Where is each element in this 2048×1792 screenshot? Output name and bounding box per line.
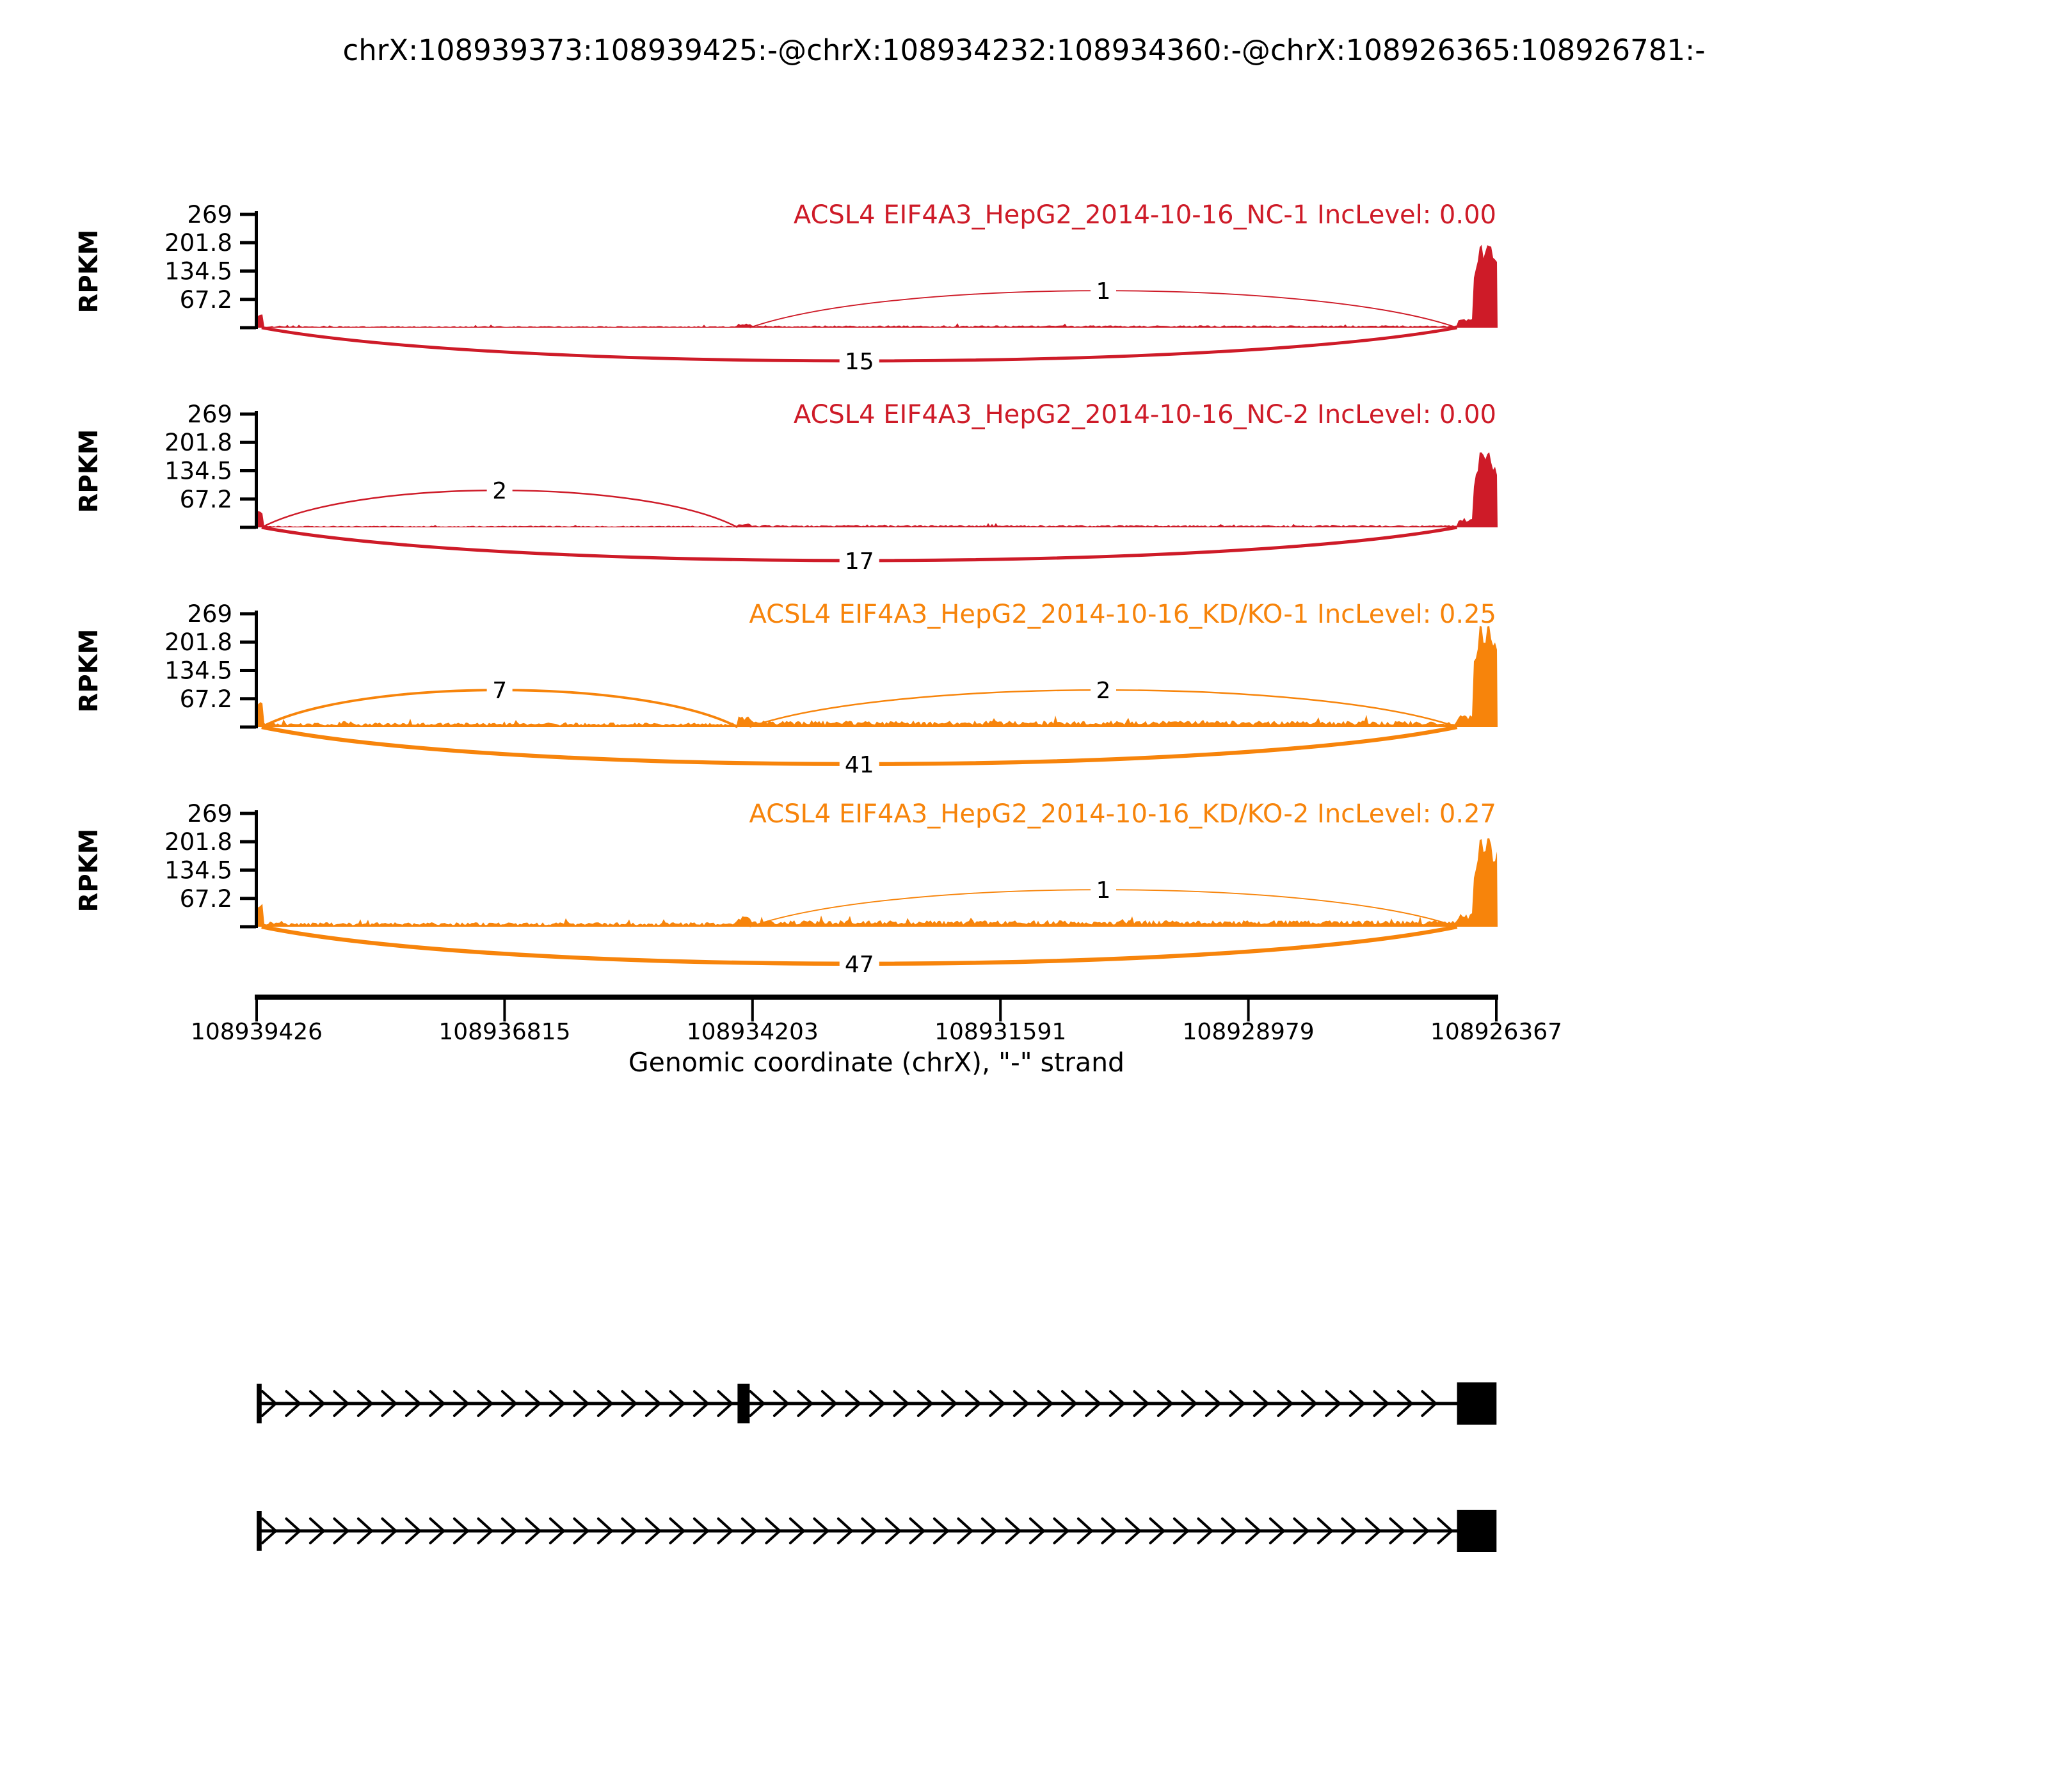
track-title: ACSL4 EIF4A3_HepG2_2014-10-16_KD/KO-2 IncLevel: 0.27 — [749, 799, 1496, 829]
y-tick — [240, 413, 256, 416]
sashimi-track-NC-1 — [74, 200, 1498, 375]
page-title: chrX:108939373:108939425:-@chrX:108934232:108934360:-@chrX:108926365:108926781:- — [342, 33, 1706, 67]
junction-count-label: 17 — [844, 548, 874, 575]
y-axis-title-rpkm: RPKM — [74, 628, 104, 713]
y-axis — [74, 401, 258, 529]
sashimi-track-NC-2 — [74, 400, 1498, 575]
x-tick-label: 108936815 — [438, 1019, 571, 1045]
y-tick — [240, 298, 256, 301]
transcript-1 — [257, 1382, 1496, 1425]
y-axis-title-rpkm: RPKM — [74, 828, 104, 913]
y-tick — [240, 925, 256, 929]
coverage-area — [257, 626, 1498, 727]
junction-count-label: 1 — [1096, 278, 1111, 305]
y-tick — [240, 326, 256, 330]
x-tick-label: 108928979 — [1182, 1019, 1315, 1045]
y-tick — [240, 526, 256, 529]
track-title: ACSL4 EIF4A3_HepG2_2014-10-16_NC-1 IncLevel: 0.00 — [793, 200, 1496, 230]
y-tick — [240, 241, 256, 244]
x-tick — [503, 1000, 506, 1021]
y-tick — [240, 269, 256, 273]
y-tick — [240, 868, 256, 872]
junction-count-label: 2 — [492, 478, 508, 504]
coverage-area — [257, 838, 1498, 927]
track-title: ACSL4 EIF4A3_HepG2_2014-10-16_NC-2 IncLevel: 0.00 — [793, 400, 1496, 429]
y-axis — [74, 800, 258, 929]
y-tick — [240, 469, 256, 472]
exon-box — [737, 1384, 749, 1423]
junction-count-label: 47 — [844, 952, 874, 978]
y-axis — [74, 600, 258, 729]
junction-count-label: 2 — [1096, 678, 1111, 704]
y-tick — [240, 897, 256, 900]
transcript-2 — [257, 1510, 1496, 1552]
x-tick — [1495, 1000, 1498, 1021]
y-tick-label: 67.2 — [179, 285, 232, 314]
x-tick — [255, 1000, 258, 1021]
x-tick-label: 108931591 — [934, 1019, 1067, 1045]
y-tick — [240, 213, 256, 216]
x-axis-title: Genomic coordinate (chrX), "-" strand — [628, 1047, 1125, 1078]
y-tick — [240, 612, 256, 616]
y-tick — [240, 726, 256, 729]
y-tick-label: 134.5 — [164, 856, 232, 884]
x-axis-line — [255, 995, 1498, 1000]
y-tick-label: 67.2 — [179, 685, 232, 713]
exon-box — [257, 1384, 262, 1423]
x-axis — [191, 995, 1562, 1045]
y-tick-label: 67.2 — [179, 485, 232, 513]
x-tick — [751, 1000, 754, 1021]
y-tick-label: 269 — [187, 401, 232, 428]
exon-box — [1457, 1510, 1497, 1552]
y-tick-label: 134.5 — [164, 657, 232, 685]
y-tick-label: 201.8 — [164, 828, 232, 856]
sashimi-track-KD-KO-1 — [74, 600, 1498, 778]
x-tick-label: 108934203 — [686, 1019, 819, 1045]
y-tick-label: 134.5 — [164, 257, 232, 285]
junction-count-label: 15 — [844, 349, 874, 375]
exon-box — [1457, 1382, 1497, 1425]
exon-box — [257, 1511, 262, 1551]
x-tick-label: 108939426 — [190, 1019, 323, 1045]
y-tick — [240, 441, 256, 444]
y-tick — [240, 812, 256, 815]
x-tick-label: 108926367 — [1430, 1019, 1563, 1045]
coverage-area — [257, 245, 1498, 328]
intron-line — [260, 1530, 1459, 1533]
junction-count-label: 1 — [1096, 877, 1111, 904]
y-axis — [74, 201, 258, 330]
y-tick — [240, 497, 256, 500]
junction-count-label: 41 — [844, 752, 874, 778]
y-tick-label: 269 — [187, 600, 232, 628]
sashimi-track-KD-KO-2 — [74, 799, 1498, 978]
y-axis-title-rpkm: RPKM — [74, 429, 104, 513]
y-tick-label: 201.8 — [164, 628, 232, 657]
y-tick-label: 67.2 — [179, 884, 232, 913]
y-tick — [240, 840, 256, 844]
track-title: ACSL4 EIF4A3_HepG2_2014-10-16_KD/KO-1 IncLevel: 0.25 — [749, 600, 1496, 629]
y-tick — [240, 669, 256, 672]
y-axis-title-rpkm: RPKM — [74, 229, 104, 314]
y-tick-label: 269 — [187, 800, 232, 828]
x-tick — [1247, 1000, 1250, 1021]
y-tick-label: 201.8 — [164, 429, 232, 457]
y-tick-label: 201.8 — [164, 229, 232, 257]
x-tick — [999, 1000, 1002, 1021]
y-tick-label: 269 — [187, 201, 232, 228]
junction-count-label: 7 — [492, 678, 508, 704]
y-tick — [240, 697, 256, 700]
y-tick-label: 134.5 — [164, 457, 232, 485]
y-tick — [240, 641, 256, 644]
coverage-area — [257, 452, 1498, 527]
